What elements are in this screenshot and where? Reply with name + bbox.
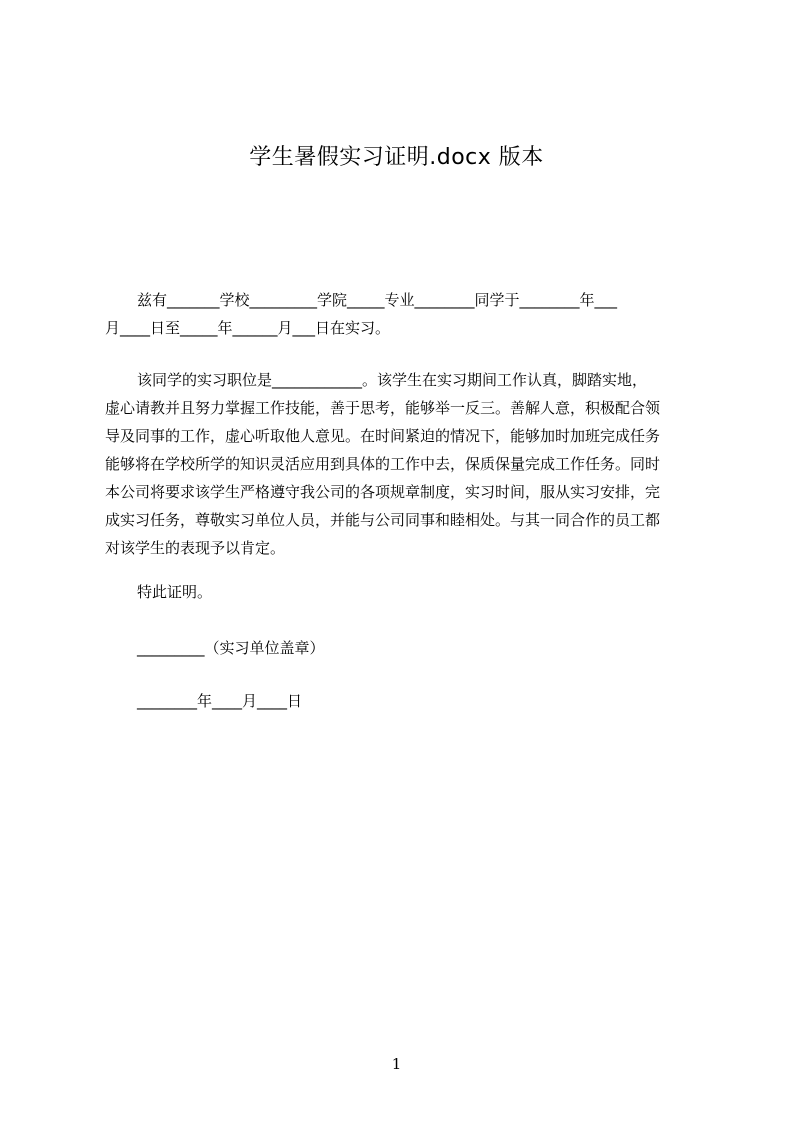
certification-statement: 特此证明。 — [137, 583, 213, 601]
paragraph-line: 成实习任务，尊敬实习单位人员，并能与公司同事和睦相处。与其一同合作的员工都 — [105, 511, 661, 529]
paragraph-line: 本公司将要求该学生严格遵守我公司的各项规章制度，实习时间，服从实习安排，完 — [105, 483, 661, 501]
date-line: ________年____月____日 — [137, 692, 303, 710]
stamp-line: _________（实习单位盖章） — [137, 639, 325, 657]
paragraph-line: 月____日至_____年______月___日在实习。 — [105, 319, 391, 337]
paragraph-line: 能够将在学校所学的知识灵活应用到具体的工作中去，保质保量完成工作任务。同时 — [105, 455, 661, 473]
document-title: 学生暑假实习证明.docx 版本 — [249, 145, 544, 170]
paragraph-internship-evaluation — [105, 366, 701, 562]
paragraph-line: 虚心请教并且努力掌握工作技能，善于思考，能够举一反三。善解人意，积极配合领 — [105, 399, 661, 417]
paragraph-internship-period — [105, 286, 701, 342]
paragraph-line: 对该学生的表现予以肯定。 — [105, 539, 286, 557]
paragraph-line: 兹有_______学校_________学院_____专业________同学于________年___ — [137, 291, 618, 309]
paragraph-line: 该同学的实习职位是____________。该学生在实习期间工作认真，脚踏实地， — [137, 371, 648, 389]
page-number: 1 — [391, 1055, 402, 1073]
paragraph-line: 导及同事的工作，虚心听取他人意见。在时间紧迫的情况下，能够加时加班完成任务 — [105, 427, 661, 445]
